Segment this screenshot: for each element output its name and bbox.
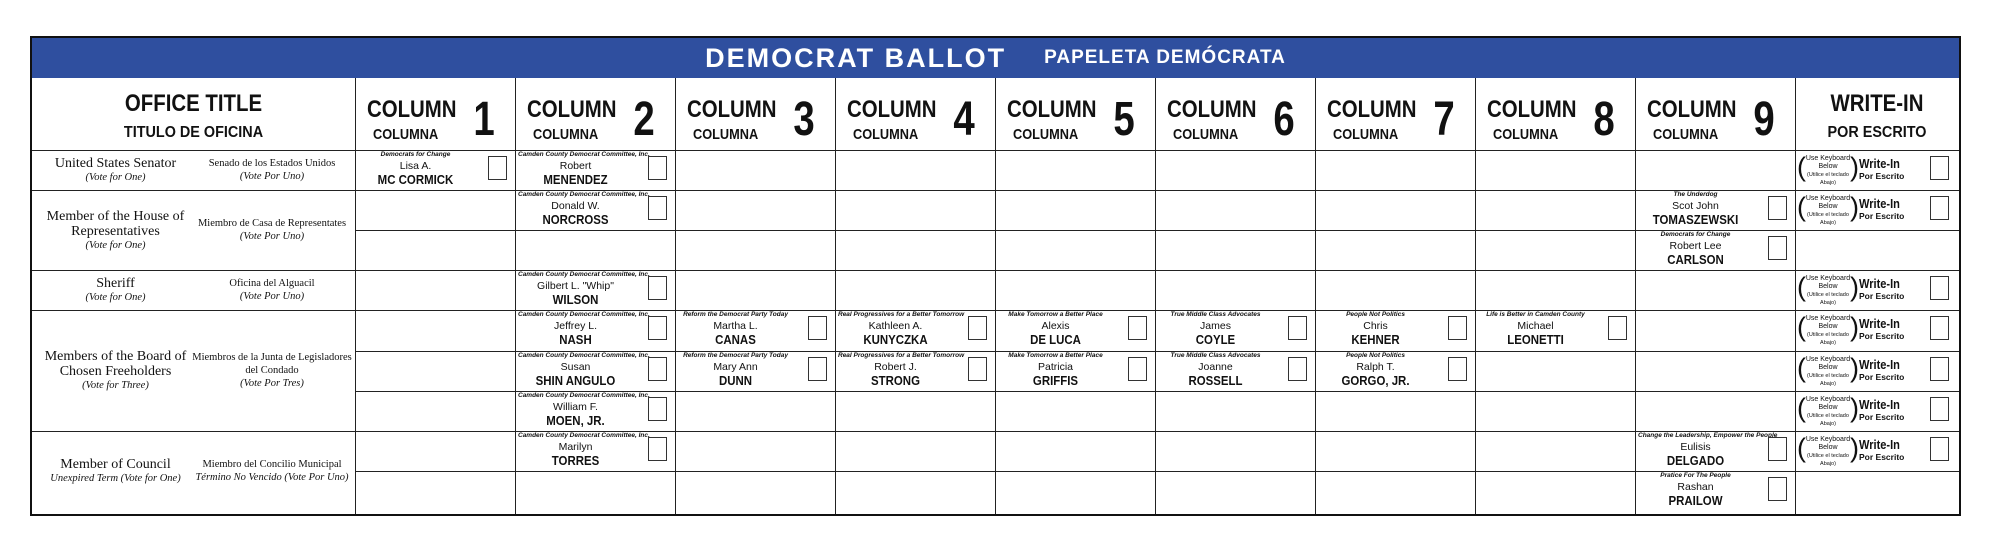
write-in-cell[interactable] [1795,150,1959,190]
candidate-first-name: William F. [553,401,598,413]
candidate-last-name: MC CORMICK [377,172,454,187]
candidate-party: Real Progressives for a Better Tomorrow [838,352,965,359]
column-number: 6 [1273,93,1295,146]
candidate-party: Life is Better in Camden County [1486,311,1585,318]
column-number: 2 [633,93,655,146]
office-vote-for: (Vote for Three) [82,380,149,391]
vote-checkbox[interactable] [1768,236,1787,260]
candidate-cell[interactable] [515,391,675,431]
write-in-text: Write-In [1859,156,1900,171]
candidate-last-name: CARLSON [1667,252,1724,267]
candidate-first-name: Michael [1517,320,1554,332]
candidate-party: Make Tomorrow a Better Place [1008,311,1103,318]
candidate-first-name: Lisa A. [399,160,432,172]
vote-checkbox[interactable] [1288,357,1307,381]
write-in-checkbox[interactable] [1930,437,1949,461]
office-title [38,349,193,392]
keyboard-text: Use Keyboard Below [1805,155,1851,170]
column-header-label-es: COLUMNA [373,126,439,143]
office-name-es: Senado de los Estados Unidos [208,158,336,169]
candidate-cell[interactable] [1315,351,1475,391]
candidate-first-name: Marilyn [558,441,593,453]
candidate-first-name: Kathleen A. [868,320,923,332]
keyboard-instruction [1805,436,1851,468]
column-header-3 [675,78,835,150]
office-title-es [192,458,352,484]
candidate-last-name: GRIFFIS [1032,373,1079,388]
write-in-text-es: Por Escrito [1859,291,1905,301]
candidate-last-name: TOMASZEWSKI [1652,212,1739,227]
candidate-first-name: Martha L. [713,320,758,332]
column-header-label-es: COLUMNA [1173,126,1239,143]
write-in-checkbox[interactable] [1930,276,1949,300]
write-in-checkbox[interactable] [1930,397,1949,421]
office-title-es [192,217,352,243]
keyboard-text-es: (Utilice el teclado Abajo) [1807,212,1849,226]
candidate-party: Camden County Democrat Committee, Inc. [518,392,650,399]
column-header-label: COLUMN [527,96,617,123]
office-5 [32,431,355,511]
candidate-cell[interactable] [995,351,1155,391]
candidate-cell[interactable] [515,310,675,351]
paren-right: ) [1850,192,1859,222]
office-1 [32,150,355,190]
write-in-checkbox[interactable] [1930,357,1949,381]
office-title-es [192,277,352,303]
paren-left: ( [1797,393,1806,423]
write-in-text-es: Por Escrito [1859,171,1905,181]
write-in-text: Write-In [1859,276,1900,291]
vote-checkbox[interactable] [968,357,987,381]
candidate-last-name: NORCROSS [542,212,609,227]
office-vote-for: Unexpired Term (Vote for One) [50,473,181,484]
vote-checkbox[interactable] [648,397,667,421]
candidate-last-name: DUNN [718,373,753,388]
candidate-cell[interactable] [835,310,995,351]
candidate-last-name: COYLE [1195,332,1236,347]
candidate-last-name: CANAS [715,332,756,347]
office-title-label-es: TITULO DE OFICINA [123,124,264,141]
candidate-party: Camden County Democrat Committee, Inc. [518,311,650,318]
office-vote-for-es: (Vote Por Tres) [240,378,304,389]
candidate-cell[interactable] [1315,310,1475,351]
write-in-text: Write-In [1859,316,1900,331]
candidate-party: Reform the Democrat Party Today [683,311,788,318]
office-2 [32,190,355,270]
office-title [38,457,193,485]
vote-checkbox[interactable] [1448,316,1467,340]
office-vote-for-es: (Vote Por Uno) [239,291,305,302]
candidate-last-name: KEHNER [1351,332,1400,347]
candidate-party: Democrats for Change [380,151,451,158]
candidate-first-name: Joanne [1198,361,1233,373]
candidate-cell[interactable] [355,150,515,190]
column-header-label: COLUMN [1327,96,1417,123]
keyboard-text: Use Keyboard Below [1805,195,1851,210]
candidate-last-name: ROSSELL [1188,373,1243,388]
paren-left: ( [1797,152,1806,182]
paren-right: ) [1850,353,1859,383]
column-header-label: COLUMN [847,96,937,123]
candidate-cell[interactable] [515,351,675,391]
candidate-party: Camden County Democrat Committee, Inc. [518,271,650,278]
column-header-9 [1635,78,1795,150]
vote-checkbox[interactable] [488,156,507,180]
vote-checkbox[interactable] [648,276,667,300]
office-vote-for: (Vote for One) [85,292,146,303]
candidate-last-name: TORRES [551,453,600,468]
keyboard-text-es: (Utilice el teclado Abajo) [1807,453,1849,467]
candidate-first-name: Eulisis [1680,441,1711,453]
candidate-last-name: MOEN, JR. [546,413,605,428]
vote-checkbox[interactable] [1768,196,1787,220]
write-in-checkbox[interactable] [1930,316,1949,340]
candidate-last-name: WILSON [552,292,599,307]
office-name-es: Oficina del Alguacil [229,278,315,289]
column-header-2 [515,78,675,150]
column-number: 8 [1593,93,1615,146]
write-in-text-es: Por Escrito [1859,331,1905,341]
office-4 [32,310,355,431]
candidate-party: Democrats for Change [1660,231,1731,238]
paren-left: ( [1797,312,1806,342]
vote-checkbox[interactable] [648,357,667,381]
office-name: Sheriff [96,276,135,291]
column-number: 7 [1433,93,1455,146]
candidate-party: Pratice For The People [1660,472,1731,479]
keyboard-text-es: (Utilice el teclado Abajo) [1807,172,1849,186]
write-in-text: Write-In [1859,357,1900,372]
candidate-party: Real Progressives for a Better Tomorrow [838,311,965,318]
write-in-text: Write-In [1859,196,1900,211]
office-title-header [32,78,355,150]
candidate-first-name: Donald W. [551,200,600,212]
office-vote-for-es: Término No Vencido (Vote Por Uno) [195,472,349,483]
keyboard-text: Use Keyboard Below [1805,275,1851,290]
candidate-last-name: PRAILOW [1668,493,1723,508]
paren-right: ) [1850,433,1859,463]
paren-right: ) [1850,152,1859,182]
column-header-5 [995,78,1155,150]
keyboard-text: Use Keyboard Below [1805,315,1851,330]
candidate-first-name: Patricia [1037,361,1073,373]
candidate-party: Camden County Democrat Committee, Inc. [518,352,650,359]
column-header-label-es: COLUMNA [1013,126,1079,143]
vote-checkbox[interactable] [648,156,667,180]
column-number: 4 [953,93,975,146]
column-header-8 [1475,78,1635,150]
column-number: 5 [1113,93,1135,146]
column-header-label-es: COLUMNA [1333,126,1399,143]
office-name-es: Miembros de la Junta de Legisladores del Condado [192,352,352,376]
vote-checkbox[interactable] [648,316,667,340]
keyboard-text-es: (Utilice el teclado Abajo) [1807,373,1849,387]
keyboard-instruction [1805,275,1851,307]
office-title-es [192,157,352,183]
candidate-last-name: SHIN ANGULO [535,373,616,388]
column-number: 3 [793,93,815,146]
candidate-last-name: KUNYCZKA [863,332,928,347]
paren-left: ( [1797,192,1806,222]
keyboard-instruction [1805,195,1851,227]
column-header-label: COLUMN [1487,96,1577,123]
paren-left: ( [1797,272,1806,302]
candidate-cell[interactable] [1475,310,1635,351]
vote-checkbox[interactable] [1768,477,1787,501]
keyboard-instruction [1805,356,1851,388]
office-vote-for-es: (Vote Por Uno) [239,171,305,182]
write-in-cell[interactable] [1795,431,1959,471]
office-title [38,209,193,252]
office-vote-for: (Vote for One) [85,239,146,251]
paren-left: ( [1797,433,1806,463]
column-number: 1 [473,93,495,146]
candidate-party: Reform the Democrat Party Today [683,352,788,359]
candidate-party: People Not Politics [1346,352,1405,359]
write-in-cell[interactable] [1795,190,1959,230]
keyboard-text: Use Keyboard Below [1805,396,1851,411]
write-in-checkbox[interactable] [1930,196,1949,220]
candidate-cell[interactable] [835,351,995,391]
ballot-title-es: PAPELETA DEMÓCRATA [1044,47,1286,68]
office-name: United States Senator [54,156,177,171]
column-header-6 [1155,78,1315,150]
keyboard-text-es: (Utilice el teclado Abajo) [1807,292,1849,306]
keyboard-instruction [1805,396,1851,428]
office-name: Members of the Board of Chosen Freeholders [44,349,187,379]
write-in-cell[interactable] [1795,270,1959,310]
vote-checkbox[interactable] [808,316,827,340]
keyboard-text-es: (Utilice el teclado Abajo) [1807,413,1849,427]
office-title [38,276,193,304]
vote-checkbox[interactable] [648,437,667,461]
office-title [38,156,193,184]
keyboard-instruction [1805,315,1851,347]
candidate-cell[interactable] [1635,190,1795,230]
candidate-party: Change the Leadership, Empower the People [1638,432,1778,439]
democrat-ballot [30,36,1961,516]
candidate-first-name: Robert Lee [1669,240,1722,252]
vote-checkbox[interactable] [1128,357,1147,381]
vote-checkbox[interactable] [1288,316,1307,340]
candidate-first-name: Robert J. [874,361,917,373]
candidate-party: Make Tomorrow a Better Place [1008,352,1103,359]
write-in-cell[interactable] [1795,351,1959,391]
write-in-cell[interactable] [1795,391,1959,431]
candidate-cell[interactable] [515,150,675,190]
office-name-es: Miembro de Casa de Representates [197,218,347,229]
vote-checkbox[interactable] [1128,316,1147,340]
office-name: Member of the House of Representatives [46,208,185,239]
candidate-cell[interactable] [515,270,675,310]
candidate-cell[interactable] [1635,471,1795,511]
column-header-4 [835,78,995,150]
keyboard-instruction [1805,155,1851,187]
column-header-label-es: COLUMNA [1653,126,1719,143]
keyboard-text: Use Keyboard Below [1805,436,1851,451]
column-header-label-es: COLUMNA [853,126,919,143]
column-header-label-es: COLUMNA [693,126,759,143]
candidate-cell[interactable] [1155,351,1315,391]
candidate-cell[interactable] [1635,431,1795,471]
candidate-cell[interactable] [515,431,675,471]
write-in-label: WRITE-IN [1830,90,1924,117]
candidate-party: The Underdog [1673,191,1718,198]
keyboard-text-es: (Utilice el teclado Abajo) [1807,332,1849,346]
paren-right: ) [1850,272,1859,302]
office-3 [32,270,355,310]
keyboard-text: Use Keyboard Below [1805,356,1851,371]
write-in-text: Write-In [1859,437,1900,452]
vote-checkbox[interactable] [968,316,987,340]
write-in-cell[interactable] [1795,310,1959,351]
candidate-party: True Middle Class Advocates [1170,352,1261,359]
candidate-cell[interactable] [995,310,1155,351]
vote-checkbox[interactable] [808,357,827,381]
candidate-first-name: Susan [560,361,591,373]
candidate-first-name: Gilbert L. "Whip" [537,280,614,292]
candidate-last-name: NASH [559,332,592,347]
candidate-first-name: Scot John [1672,200,1719,212]
office-title-es [192,351,352,390]
office-title-label: OFFICE TITLE [124,90,263,117]
paren-left: ( [1797,353,1806,383]
vote-checkbox[interactable] [648,196,667,220]
candidate-first-name: Alexis [1041,320,1070,332]
column-header-1 [355,78,515,150]
office-vote-for-es: (Vote Por Uno) [239,231,305,242]
write-in-text-es: Por Escrito [1859,211,1905,221]
column-number: 9 [1753,93,1775,146]
candidate-first-name: Mary Ann [713,361,758,373]
write-in-text-es: Por Escrito [1859,452,1905,462]
candidate-last-name: DELGADO [1666,453,1725,468]
column-header-label: COLUMN [1647,96,1737,123]
candidate-cell[interactable] [1155,310,1315,351]
office-name-es: Miembro del Concilio Municipal [202,459,342,470]
column-header-label: COLUMN [367,96,457,123]
write-in-text-es: Por Escrito [1859,372,1905,382]
paren-right: ) [1850,312,1859,342]
candidate-first-name: James [1200,320,1231,332]
office-name: Member of Council [60,457,171,472]
write-in-label-es: POR ESCRITO [1827,124,1927,141]
vote-checkbox[interactable] [1608,316,1627,340]
candidate-last-name: STRONG [871,373,920,388]
candidate-party: Camden County Democrat Committee, Inc. [518,432,650,439]
write-in-checkbox[interactable] [1930,156,1949,180]
candidate-first-name: Ralph T. [1356,361,1395,373]
column-header-label-es: COLUMNA [533,126,599,143]
candidate-cell[interactable] [675,351,835,391]
candidate-cell[interactable] [1635,230,1795,270]
column-header-label-es: COLUMNA [1493,126,1559,143]
candidate-party: Camden County Democrat Committee, Inc. [518,191,650,198]
paren-right: ) [1850,393,1859,423]
write-in-header [1795,78,1959,150]
candidate-party: Camden County Democrat Committee, Inc. [518,151,650,158]
write-in-text: Write-In [1859,397,1900,412]
candidate-first-name: Rashan [1677,481,1714,493]
candidate-cell[interactable] [515,190,675,230]
candidate-last-name: MENENDEZ [543,172,608,187]
ballot-title: DEMOCRAT BALLOT [705,42,1007,73]
vote-checkbox[interactable] [1448,357,1467,381]
candidate-last-name: GORGO, JR. [1341,373,1410,388]
candidate-first-name: Robert [559,160,592,172]
candidate-party: True Middle Class Advocates [1170,311,1261,318]
column-header-7 [1315,78,1475,150]
candidate-last-name: DE LUCA [1030,332,1081,347]
column-header-label: COLUMN [687,96,777,123]
write-in-text-es: Por Escrito [1859,412,1905,422]
candidate-last-name: LEONETTI [1507,332,1564,347]
ballot-banner [32,38,1959,78]
office-vote-for: (Vote for One) [85,172,146,183]
vote-checkbox[interactable] [1768,437,1787,461]
column-header-label: COLUMN [1167,96,1257,123]
candidate-party: People Not Politics [1346,311,1405,318]
candidate-first-name: Chris [1363,320,1388,332]
column-header-label: COLUMN [1007,96,1097,123]
candidate-first-name: Jeffrey L. [554,320,597,332]
candidate-cell[interactable] [675,310,835,351]
